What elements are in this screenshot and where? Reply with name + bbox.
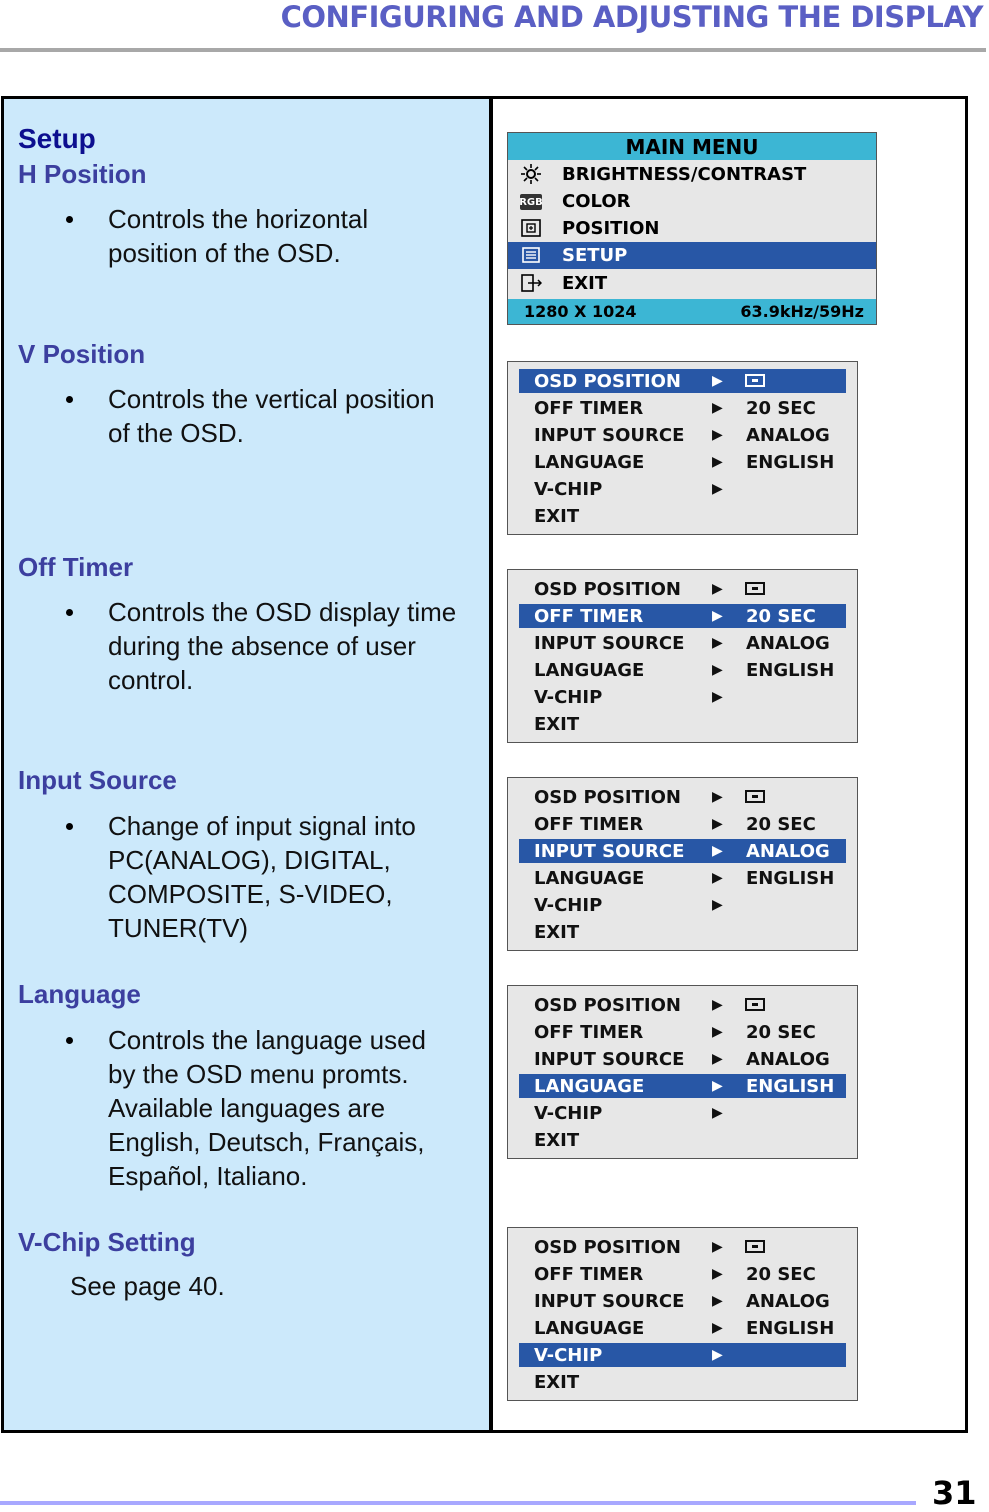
submenu-row-input-source[interactable]: INPUT SOURCE ▶ ANALOG [534,1291,830,1312]
submenu-row-off-timer[interactable]: OFF TIMER ▶ 20 SEC [534,814,816,835]
submenu-row-input-source[interactable]: INPUT SOURCE ▶ ANALOG [534,1049,830,1070]
submenu-row-exit[interactable]: EXIT [534,922,580,943]
submenu-row-off-timer[interactable]: OFF TIMER ▶ 20 SEC [519,604,846,628]
main-menu-item-label: COLOR [562,191,631,212]
osd-position-icon [745,374,765,387]
header-rule [0,48,986,52]
arrow-right-icon: ▶ [712,870,723,886]
arrow-right-icon: ▶ [712,789,723,805]
submenu-row-v-chip[interactable]: V-CHIP ▶ [534,895,723,916]
setup-submenu-input-source [507,777,858,951]
arrow-right-icon: ▶ [712,427,723,443]
submenu-row-v-chip[interactable]: V-CHIP ▶ [519,1343,846,1367]
exit-door-icon [520,274,542,292]
bullet-dot [66,1037,73,1044]
main-menu-item-label: SETUP [562,245,628,266]
submenu-row-exit[interactable]: EXIT [534,1130,580,1151]
language-heading: Language [18,979,141,1009]
arrow-right-icon: ▶ [712,1347,723,1363]
submenu-row-exit[interactable]: EXIT [534,1372,580,1393]
arrow-right-icon: ▶ [712,373,723,389]
v-chip-see-page: See page 40. [70,1271,225,1301]
resolution-readout: 1280 X 1024 [524,302,637,321]
sun-icon [520,165,542,183]
arrow-right-icon: ▶ [712,454,723,470]
arrow-right-icon: ▶ [712,1320,723,1336]
submenu-row-off-timer[interactable]: OFF TIMER ▶ 20 SEC [534,398,816,419]
setup-submenu-language [507,985,858,1159]
main-menu-title: MAIN MENU [508,133,876,160]
submenu-row-input-source[interactable]: INPUT SOURCE ▶ ANALOG [534,633,830,654]
arrow-right-icon: ▶ [712,1293,723,1309]
main-menu-item-color[interactable] [508,188,876,215]
submenu-row-input-source[interactable]: INPUT SOURCE ▶ ANALOG [519,839,846,863]
submenu-row-osd-position[interactable]: OSD POSITION ▶ [519,369,846,393]
bullet-dot [66,823,73,830]
main-menu-item-label: EXIT [562,273,608,294]
submenu-row-exit[interactable]: EXIT [534,506,580,527]
submenu-row-osd-position[interactable]: OSD POSITION ▶ [519,785,846,809]
arrow-right-icon: ▶ [712,689,723,705]
arrow-right-icon: ▶ [712,843,723,859]
main-menu-item-setup[interactable] [508,242,876,269]
submenu-row-v-chip[interactable]: V-CHIP ▶ [534,1103,723,1124]
submenu-row-language[interactable]: LANGUAGE ▶ ENGLISH [534,660,835,681]
arrow-right-icon: ▶ [712,816,723,832]
main-menu-osd [507,132,877,325]
setup-icon [520,246,542,264]
submenu-row-language[interactable]: LANGUAGE ▶ ENGLISH [519,1074,846,1098]
rgb-icon: RGB [520,194,542,210]
main-menu-status-bar [508,299,876,324]
submenu-row-exit[interactable]: EXIT [534,714,580,735]
arrow-right-icon: ▶ [712,1078,723,1094]
footer-rule [0,1501,916,1505]
submenu-row-language[interactable]: LANGUAGE ▶ ENGLISH [534,868,835,889]
arrow-right-icon: ▶ [712,635,723,651]
submenu-row-osd-position[interactable]: OSD POSITION ▶ [519,577,846,601]
setup-submenu-off-timer [507,569,858,743]
bullet-dot [66,609,73,616]
bullet-dot [66,396,73,403]
arrow-right-icon: ▶ [712,608,723,624]
submenu-row-v-chip[interactable]: V-CHIP ▶ [534,687,723,708]
arrow-right-icon: ▶ [712,481,723,497]
arrow-right-icon: ▶ [712,662,723,678]
main-menu-item-label: BRIGHTNESS/CONTRAST [562,164,807,185]
submenu-row-language[interactable]: LANGUAGE ▶ ENGLISH [534,1318,835,1339]
arrow-right-icon: ▶ [712,1051,723,1067]
submenu-row-v-chip[interactable]: V-CHIP ▶ [534,479,723,500]
v-chip-heading: V-Chip Setting [18,1227,196,1257]
input-source-heading: Input Source [18,765,177,795]
submenu-row-off-timer[interactable]: OFF TIMER ▶ 20 SEC [534,1022,816,1043]
main-menu-item-exit[interactable] [508,270,876,297]
submenu-row-input-source[interactable]: INPUT SOURCE ▶ ANALOG [534,425,830,446]
arrow-right-icon: ▶ [712,997,723,1013]
submenu-row-off-timer[interactable]: OFF TIMER ▶ 20 SEC [534,1264,816,1285]
arrow-right-icon: ▶ [712,1105,723,1121]
submenu-row-language[interactable]: LANGUAGE ▶ ENGLISH [534,452,835,473]
arrow-right-icon: ▶ [712,581,723,597]
panel-divider [489,99,493,1430]
arrow-right-icon: ▶ [712,1239,723,1255]
arrow-right-icon: ▶ [712,1266,723,1282]
page-header-title: CONFIGURING AND ADJUSTING THE DISPLAY [280,0,983,34]
osd-position-icon [745,998,765,1011]
setup-submenu-v-chip [507,1227,858,1401]
arrow-right-icon: ▶ [712,400,723,416]
osd-position-icon [745,582,765,595]
page-number: 31 [932,1474,977,1512]
frequency-readout: 63.9kHz/59Hz [740,302,864,321]
v-position-heading: V Position [18,339,146,369]
submenu-row-osd-position[interactable]: OSD POSITION ▶ [519,1235,846,1259]
off-timer-heading: Off Timer [18,552,134,582]
main-menu-item-brightness[interactable] [508,161,876,188]
position-icon [520,219,542,237]
main-menu-item-label: POSITION [562,218,660,239]
arrow-right-icon: ▶ [712,1024,723,1040]
bullet-dot [66,216,73,223]
setup-title: Setup [18,123,96,154]
h-position-heading: H Position [18,159,147,189]
setup-submenu-osd-position [507,361,858,535]
submenu-row-osd-position[interactable]: OSD POSITION ▶ [519,993,846,1017]
osd-position-icon [745,790,765,803]
description-panel: Setup H Position Controls the horizontal position of the OSD. V Position Controls the vertical position of the OSD. Off Timer Controls the OSD display time during the absence of user control. Input Source Change of input signal into PC(ANALOG), DIGITAL, COMPOSITE, S-VIDEO, TUNER(TV) Language Controls the language used by the OSD menu promts. Available languages are English, Deutsch, Français, Español, Italiano. V-Chip Setting See page 40. [4,99,489,1430]
osd-position-icon [745,1240,765,1253]
arrow-right-icon: ▶ [712,897,723,913]
main-menu-item-position[interactable] [508,215,876,242]
